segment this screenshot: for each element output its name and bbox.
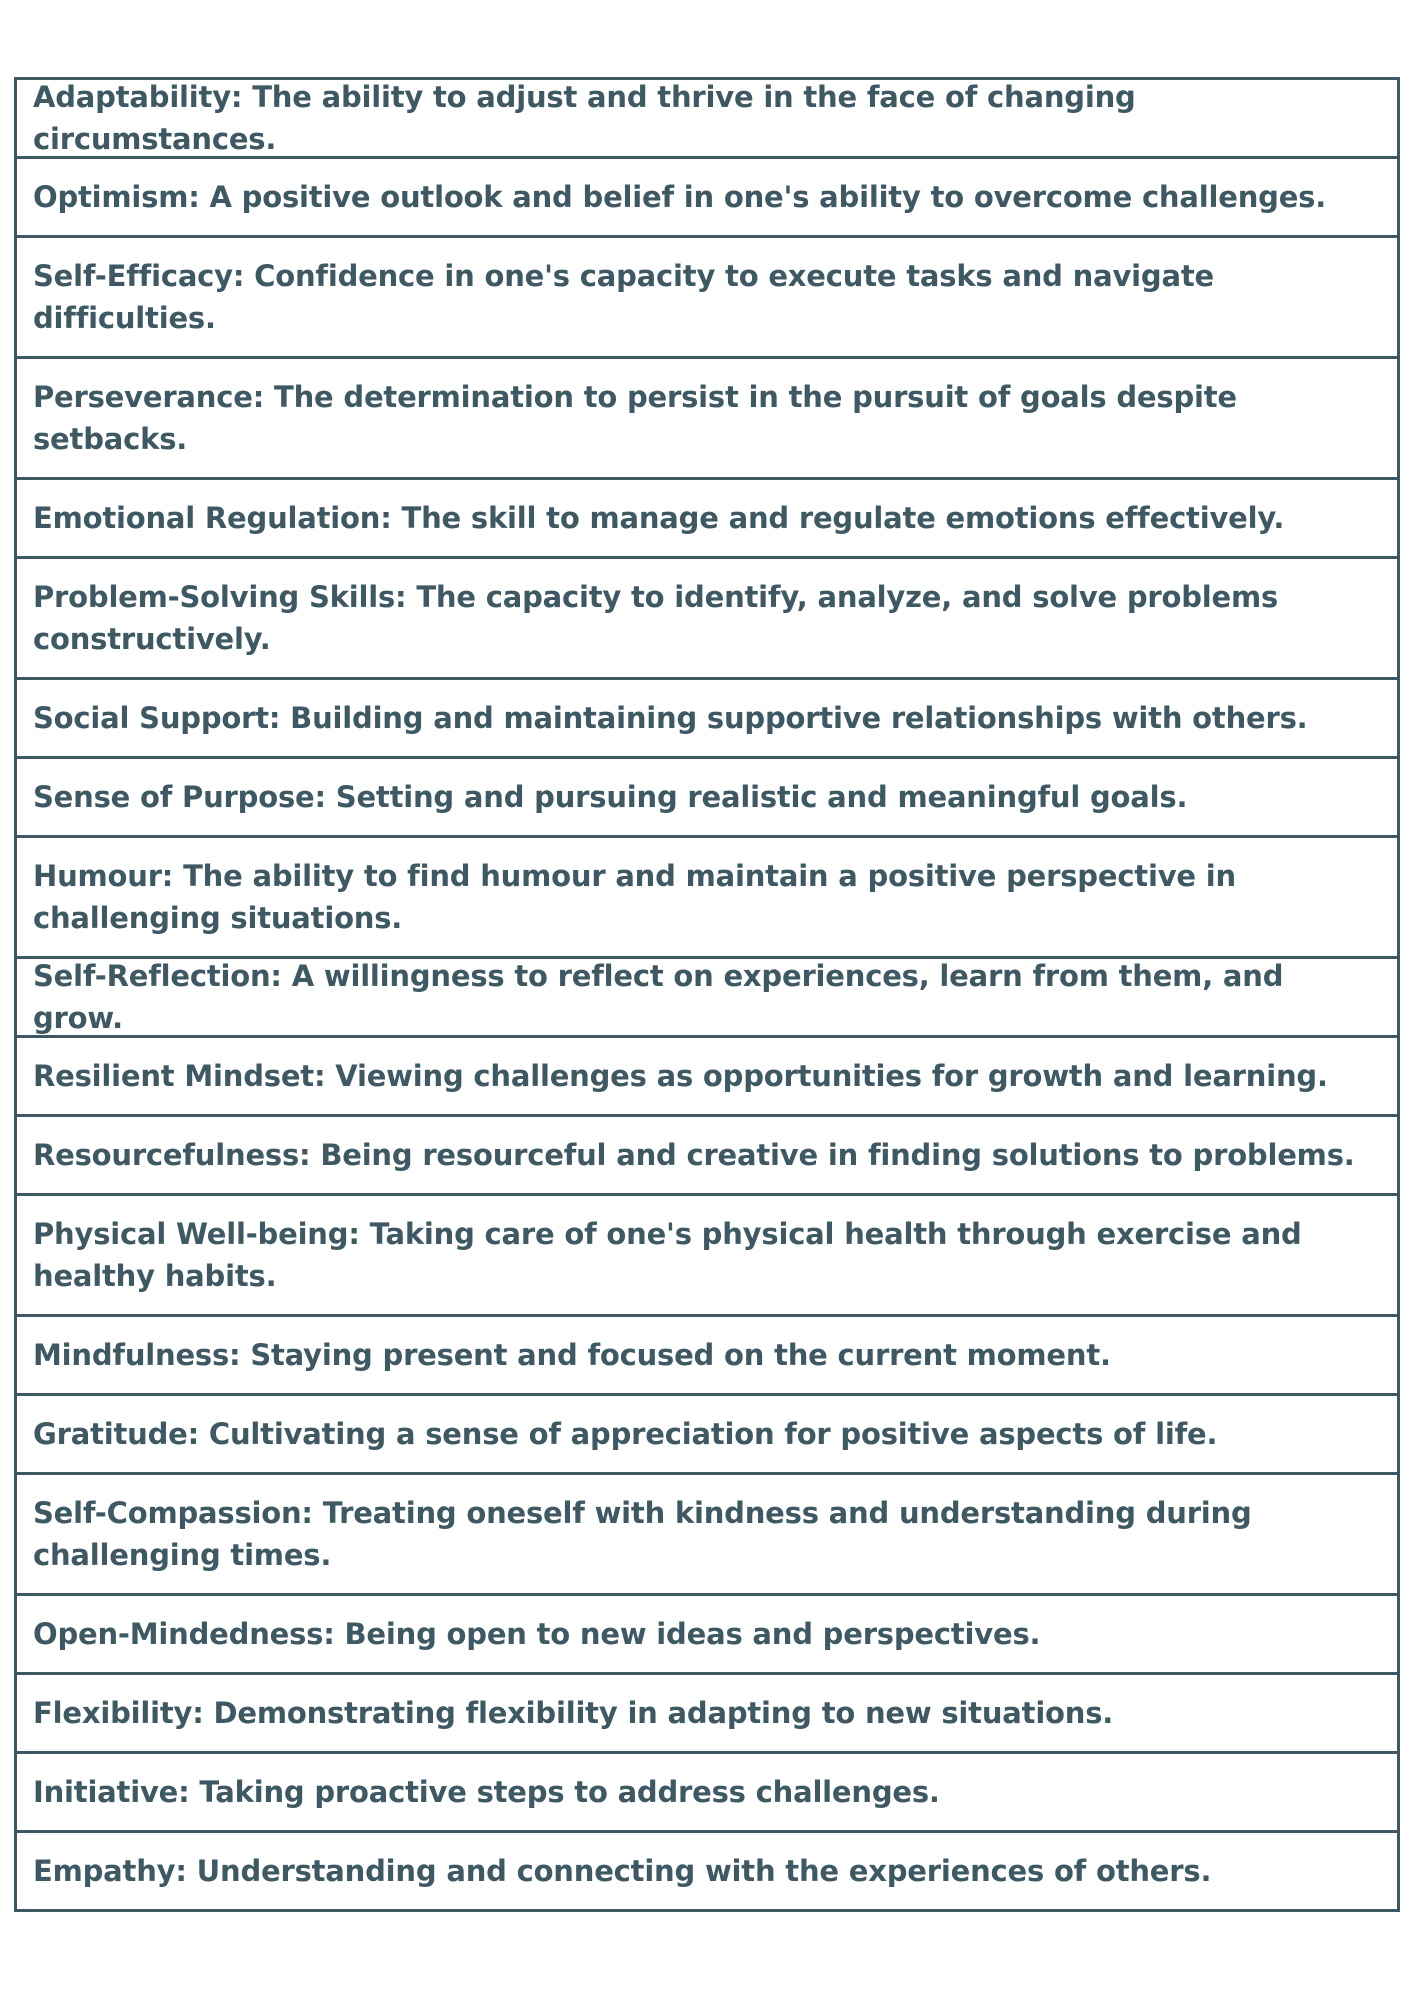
table-row <box>17 1393 1397 1472</box>
row-text: Self-Compassion: Treating oneself with kindness and understanding during challenging times. <box>33 1496 1252 1572</box>
row-text: Sense of Purpose: Setting and pursuing realistic and meaningful goals. <box>33 780 1188 814</box>
table-row <box>17 235 1397 356</box>
table-row <box>17 1472 1397 1593</box>
row-text: Problem-Solving Skills: The capacity to identify, analyze, and solve problems constructively. <box>33 580 1279 656</box>
row-text: Mindfulness: Staying present and focused on the current moment. <box>33 1338 1111 1372</box>
table-row <box>17 80 1397 156</box>
table-row <box>17 1672 1397 1751</box>
resilience-traits-table <box>14 77 1400 1912</box>
row-text: Physical Well-being: Taking care of one's physical health through exercise and healthy habits. <box>33 1217 1302 1293</box>
row-text: Humour: The ability to find humour and maintain a positive perspective in challenging situations. <box>33 859 1236 935</box>
table-row <box>17 956 1397 1035</box>
table-row <box>17 835 1397 956</box>
table-row <box>17 156 1397 235</box>
table-row <box>17 477 1397 556</box>
row-text: Social Support: Building and maintaining supportive relationships with others. <box>33 701 1308 735</box>
row-text: Gratitude: Cultivating a sense of appreciation for positive aspects of life. <box>33 1417 1218 1451</box>
row-text: Empathy: Understanding and connecting with the experiences of others. <box>33 1854 1212 1888</box>
row-text: Adaptability: The ability to adjust and thrive in the face of changing circumstances. <box>33 80 1136 156</box>
row-text: Emotional Regulation: The skill to manage and regulate emotions effectively. <box>33 501 1285 535</box>
table-row <box>17 356 1397 477</box>
table-row <box>17 1314 1397 1393</box>
row-text: Self-Efficacy: Confidence in one's capacity to execute tasks and navigate difficulties. <box>33 259 1214 335</box>
table-row <box>17 1114 1397 1193</box>
row-text: Open-Mindedness: Being open to new ideas and perspectives. <box>33 1617 1041 1651</box>
table-row <box>17 1830 1397 1909</box>
row-text: Perseverance: The determination to persist in the pursuit of goals despite setbacks. <box>33 380 1237 456</box>
table-row <box>17 677 1397 756</box>
row-text: Flexibility: Demonstrating flexibility in adapting to new situations. <box>33 1696 1114 1730</box>
table-row <box>17 1593 1397 1672</box>
row-text: Optimism: A positive outlook and belief in one's ability to overcome challenges. <box>33 180 1327 214</box>
table-row <box>17 556 1397 677</box>
table-row <box>17 1035 1397 1114</box>
table-row <box>17 1751 1397 1830</box>
row-text: Self-Reflection: A willingness to reflect on experiences, learn from them, and grow. <box>33 959 1284 1035</box>
table-row <box>17 1193 1397 1314</box>
table-row <box>17 756 1397 835</box>
row-text: Initiative: Taking proactive steps to address challenges. <box>33 1775 940 1809</box>
row-text: Resourcefulness: Being resourceful and creative in finding solutions to problems. <box>33 1138 1355 1172</box>
row-text: Resilient Mindset: Viewing challenges as opportunities for growth and learning. <box>33 1059 1328 1093</box>
